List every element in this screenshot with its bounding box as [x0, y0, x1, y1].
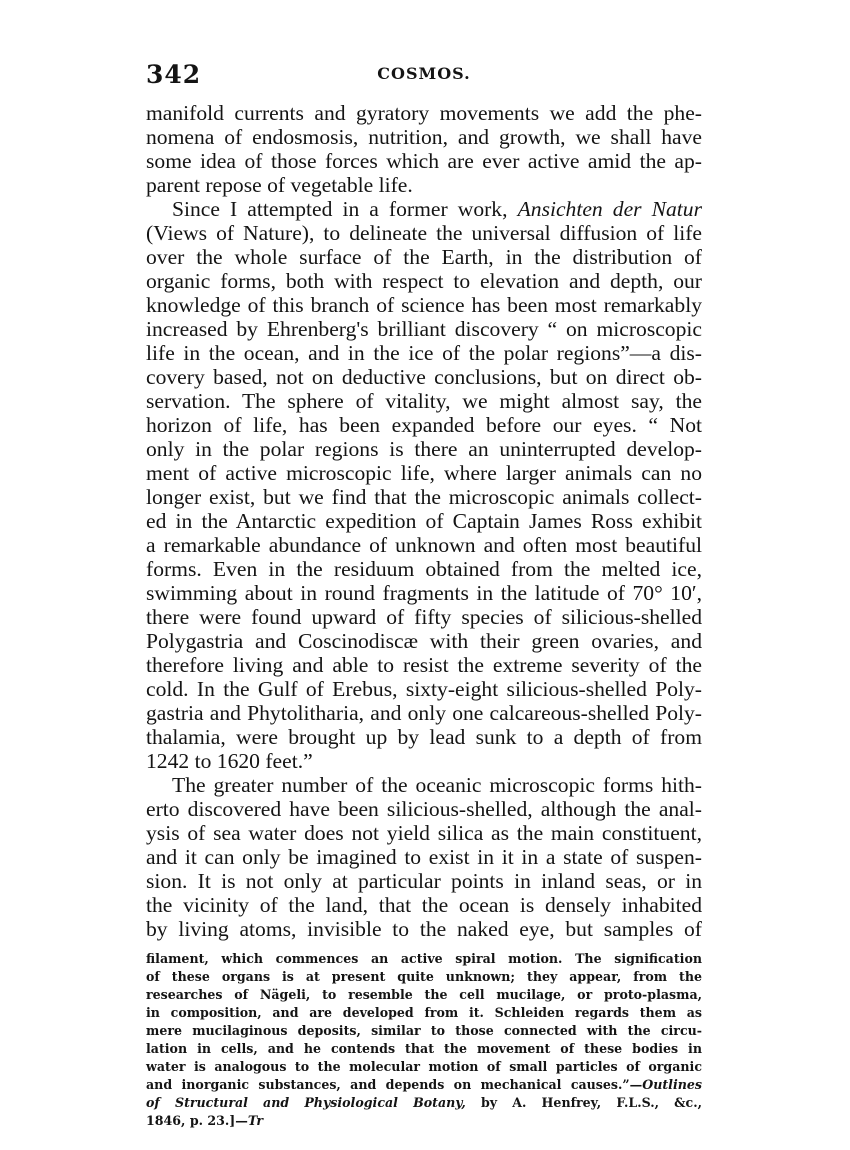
body-line: 1242 to 1620 feet.”: [146, 749, 313, 773]
footnote-text: by A. Henfrey, F.L.S., &c.,: [465, 1095, 702, 1110]
body-line: cold. In the Gulf of Erebus, sixty-eight silicious-shelled Poly-: [146, 677, 702, 701]
footnote-line: water is analogous to the molecular motion of small particles of organic: [146, 1059, 702, 1074]
footnote-book-title: Outlines: [642, 1077, 702, 1092]
page-header: [146, 60, 702, 90]
page-number: 342: [146, 60, 202, 89]
body-line: forms. Even in the residuum obtained from the melted ice,: [146, 557, 702, 581]
footnote-text: and inorganic substances, and depends on mechanical causes.”—: [146, 1077, 643, 1092]
body-line: therefore living and able to resist the extreme severity of the: [146, 653, 702, 677]
body-line: the vicinity of the land, that the ocean is densely inhabited: [146, 893, 702, 917]
body-line: servation. The sphere of vitality, we might almost say, the: [146, 389, 702, 413]
body-line: and it can only be imagined to exist in it in a state of suspen-: [146, 845, 702, 869]
footnote-line: lation in cells, and he contends that the movement of these bodies in: [146, 1041, 702, 1056]
footnote-line: mere mucilaginous deposits, similar to those connected with the circu-: [146, 1023, 702, 1038]
body-line: swimming about in round fragments in the latitude of 70° 10′,: [146, 581, 702, 605]
body-line: ed in the Antarctic expedition of Captain James Ross exhibit: [146, 509, 702, 533]
body-line: parent repose of vegetable life.: [146, 173, 413, 197]
footnote-line: [146, 1094, 702, 1112]
footnote-line: [146, 1076, 702, 1094]
body-line: thalamia, were brought up by lead sunk to a depth of from: [146, 725, 702, 749]
footnote-line: filament, which commences an active spiral motion. The signification: [146, 951, 702, 966]
footnote-line: researches of Nägeli, to resemble the cell mucilage, or proto-plasma,: [146, 987, 702, 1002]
body-line: The greater number of the oceanic microscopic forms hith-: [172, 773, 702, 797]
body-line: organic forms, both with respect to elevation and depth, our: [146, 269, 702, 293]
book-title: Ansichten der Natur: [517, 197, 703, 221]
body-line: longer exist, but we find that the microscopic animals collect-: [146, 485, 702, 509]
body-line: some idea of those forces which are ever active amid the ap-: [146, 149, 702, 173]
body-line: [146, 197, 702, 221]
footnote-text: 1846, p. 23.]—: [146, 1113, 248, 1128]
footnote-line: [146, 1112, 702, 1130]
body-line: sion. It is not only at particular points in inland seas, or in: [146, 869, 702, 893]
body-line: ment of active microscopic life, where larger animals can no: [146, 461, 702, 485]
body-line: only in the polar regions is there an uninterrupted develop-: [146, 437, 702, 461]
running-head: COSMOS.: [377, 64, 471, 83]
body-line: gastria and Phytolitharia, and only one calcareous-shelled Poly-: [146, 701, 702, 725]
body-line: knowledge of this branch of science has been most remarkably: [146, 293, 702, 317]
body-line: manifold currents and gyratory movements we add the phe-: [146, 101, 702, 125]
body-line: increased by Ehrenberg's brilliant discovery “ on microscopic: [146, 317, 702, 341]
footnote-book-title: of Structural and Physiological Botany,: [146, 1095, 466, 1110]
body-line: (Views of Nature), to delineate the universal diffusion of life: [146, 221, 702, 245]
body-line: covery based, not on deductive conclusions, but on direct ob-: [146, 365, 702, 389]
body-line: there were found upward of fifty species of silicious-shelled: [146, 605, 702, 629]
body-line: over the whole surface of the Earth, in the distribution of: [146, 245, 702, 269]
footnote-line: in composition, and are developed from it. Schleiden regards them as: [146, 1005, 702, 1020]
body-line: ysis of sea water does not yield silica as the main constituent,: [146, 821, 702, 845]
translator-mark: Tr: [247, 1113, 263, 1128]
body-line: Polygastria and Coscinodiscæ with their green ovaries, and: [146, 629, 702, 653]
body-line: erto discovered have been silicious-shelled, although the anal-: [146, 797, 702, 821]
body-line: nomena of endosmosis, nutrition, and growth, we shall have: [146, 125, 702, 149]
body-line: horizon of life, has been expanded before our eyes. “ Not: [146, 413, 702, 437]
body-line: a remarkable abundance of unknown and often most beautiful: [146, 533, 702, 557]
footnote-line: of these organs is at present quite unknown; they appear, from the: [146, 969, 702, 984]
body-line: by living atoms, invisible to the naked eye, but samples of: [146, 917, 702, 941]
body-line: life in the ocean, and in the ice of the polar regions”—a dis-: [146, 341, 702, 365]
body-line-text: Since I attempted in a former work,: [172, 197, 508, 221]
